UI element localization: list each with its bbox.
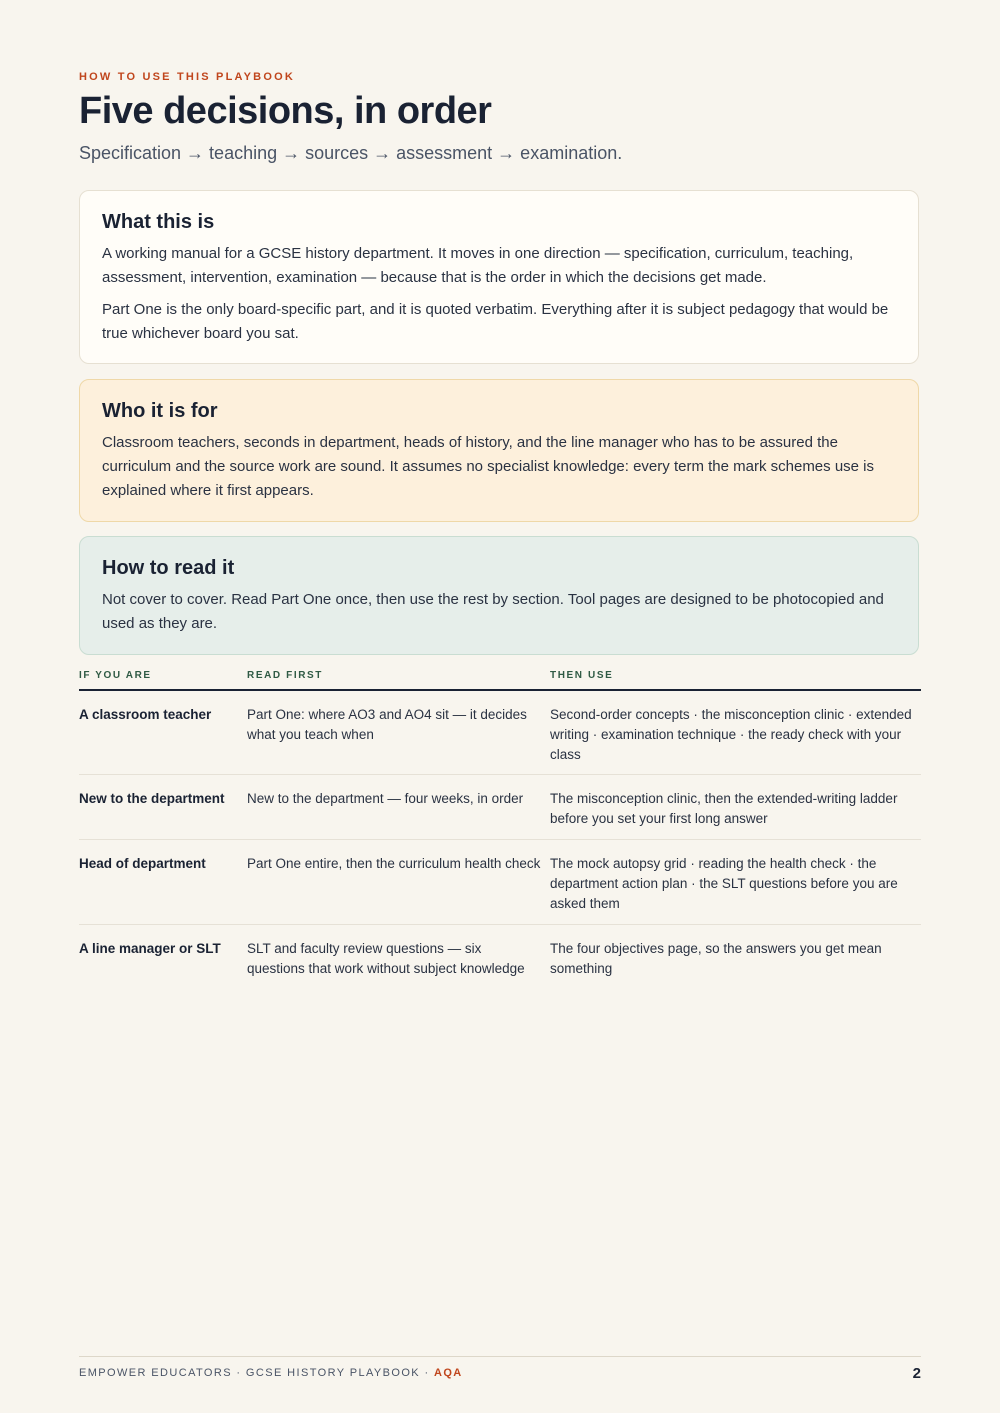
- table-row: [79, 840, 921, 925]
- footer-publication: EMPOWER EDUCATORS · GCSE HISTORY PLAYBOOK ·: [79, 1367, 434, 1379]
- card-paragraph: Classroom teachers, seconds in department, heads of history, and the line manager who has to be assured the curriculum and the source work are sound. It assumes no specialist knowledge: every term the mark schemes use is explained where it first appears.: [102, 434, 875, 499]
- row-role: A line manager or SLT: [79, 941, 221, 956]
- section-eyebrow: HOW TO USE THIS PLAYBOOK: [79, 71, 295, 83]
- row-read-first: SLT and faculty review questions — six questions that work without subject knowledge: [247, 941, 525, 976]
- what-this-is-card: [79, 190, 919, 364]
- row-read-first: Part One: where AO3 and AO4 sit — it decides what you teach when: [247, 707, 527, 742]
- row-then-use: Second-order concepts · the misconception clinic · extended writing · examination technique · the ready check with your class: [550, 707, 912, 762]
- row-role: New to the department: [79, 791, 225, 806]
- footer-board: AQA: [434, 1367, 463, 1379]
- column-header-if-you-are: IF YOU ARE: [79, 670, 152, 681]
- table-row: [79, 775, 921, 840]
- table-row: [79, 925, 921, 989]
- row-then-use: The misconception clinic, then the extended-writing ladder before you set your first long answer: [550, 791, 898, 826]
- column-header-then-use: THEN USE: [550, 670, 614, 681]
- page-number: 2: [912, 1365, 921, 1382]
- card-heading: How to read it: [102, 557, 235, 579]
- row-then-use: The four objectives page, so the answers you get mean something: [550, 941, 882, 976]
- page-title: Five decisions, in order: [79, 90, 492, 132]
- page-subtitle: Specification → teaching → sources → assessment → examination.: [79, 143, 623, 163]
- how-to-read-it-card: [79, 536, 919, 655]
- row-role: Head of department: [79, 856, 206, 871]
- table-row: [79, 691, 921, 775]
- card-heading: What this is: [102, 211, 215, 233]
- who-it-is-for-card: [79, 379, 919, 522]
- card-paragraph: A working manual for a GCSE history department. It moves in one direction — specification, curriculum, teaching, assessment, intervention, examination — because that is the order in which the decisions get made.: [102, 245, 854, 286]
- row-read-first: New to the department — four weeks, in order: [247, 791, 524, 806]
- row-then-use: The mock autopsy grid · reading the health check · the department action plan · the SLT questions before you are asked them: [550, 856, 898, 911]
- reading-table-header: [79, 669, 921, 691]
- card-paragraph: Not cover to cover. Read Part One once, then use the rest by section. Tool pages are designed to be photocopied and used as they are.: [102, 591, 884, 632]
- footer-label: [79, 1367, 463, 1379]
- card-heading: Who it is for: [102, 400, 218, 422]
- page-footer: [79, 1356, 921, 1382]
- column-header-read-first: READ FIRST: [247, 670, 323, 681]
- card-paragraph: Part One is the only board-specific part, and it is quoted verbatim. Everything after it is subject pedagogy that would be true whichever board you sat.: [102, 301, 889, 342]
- row-role: A classroom teacher: [79, 707, 212, 722]
- row-read-first: Part One entire, then the curriculum health check: [247, 856, 541, 871]
